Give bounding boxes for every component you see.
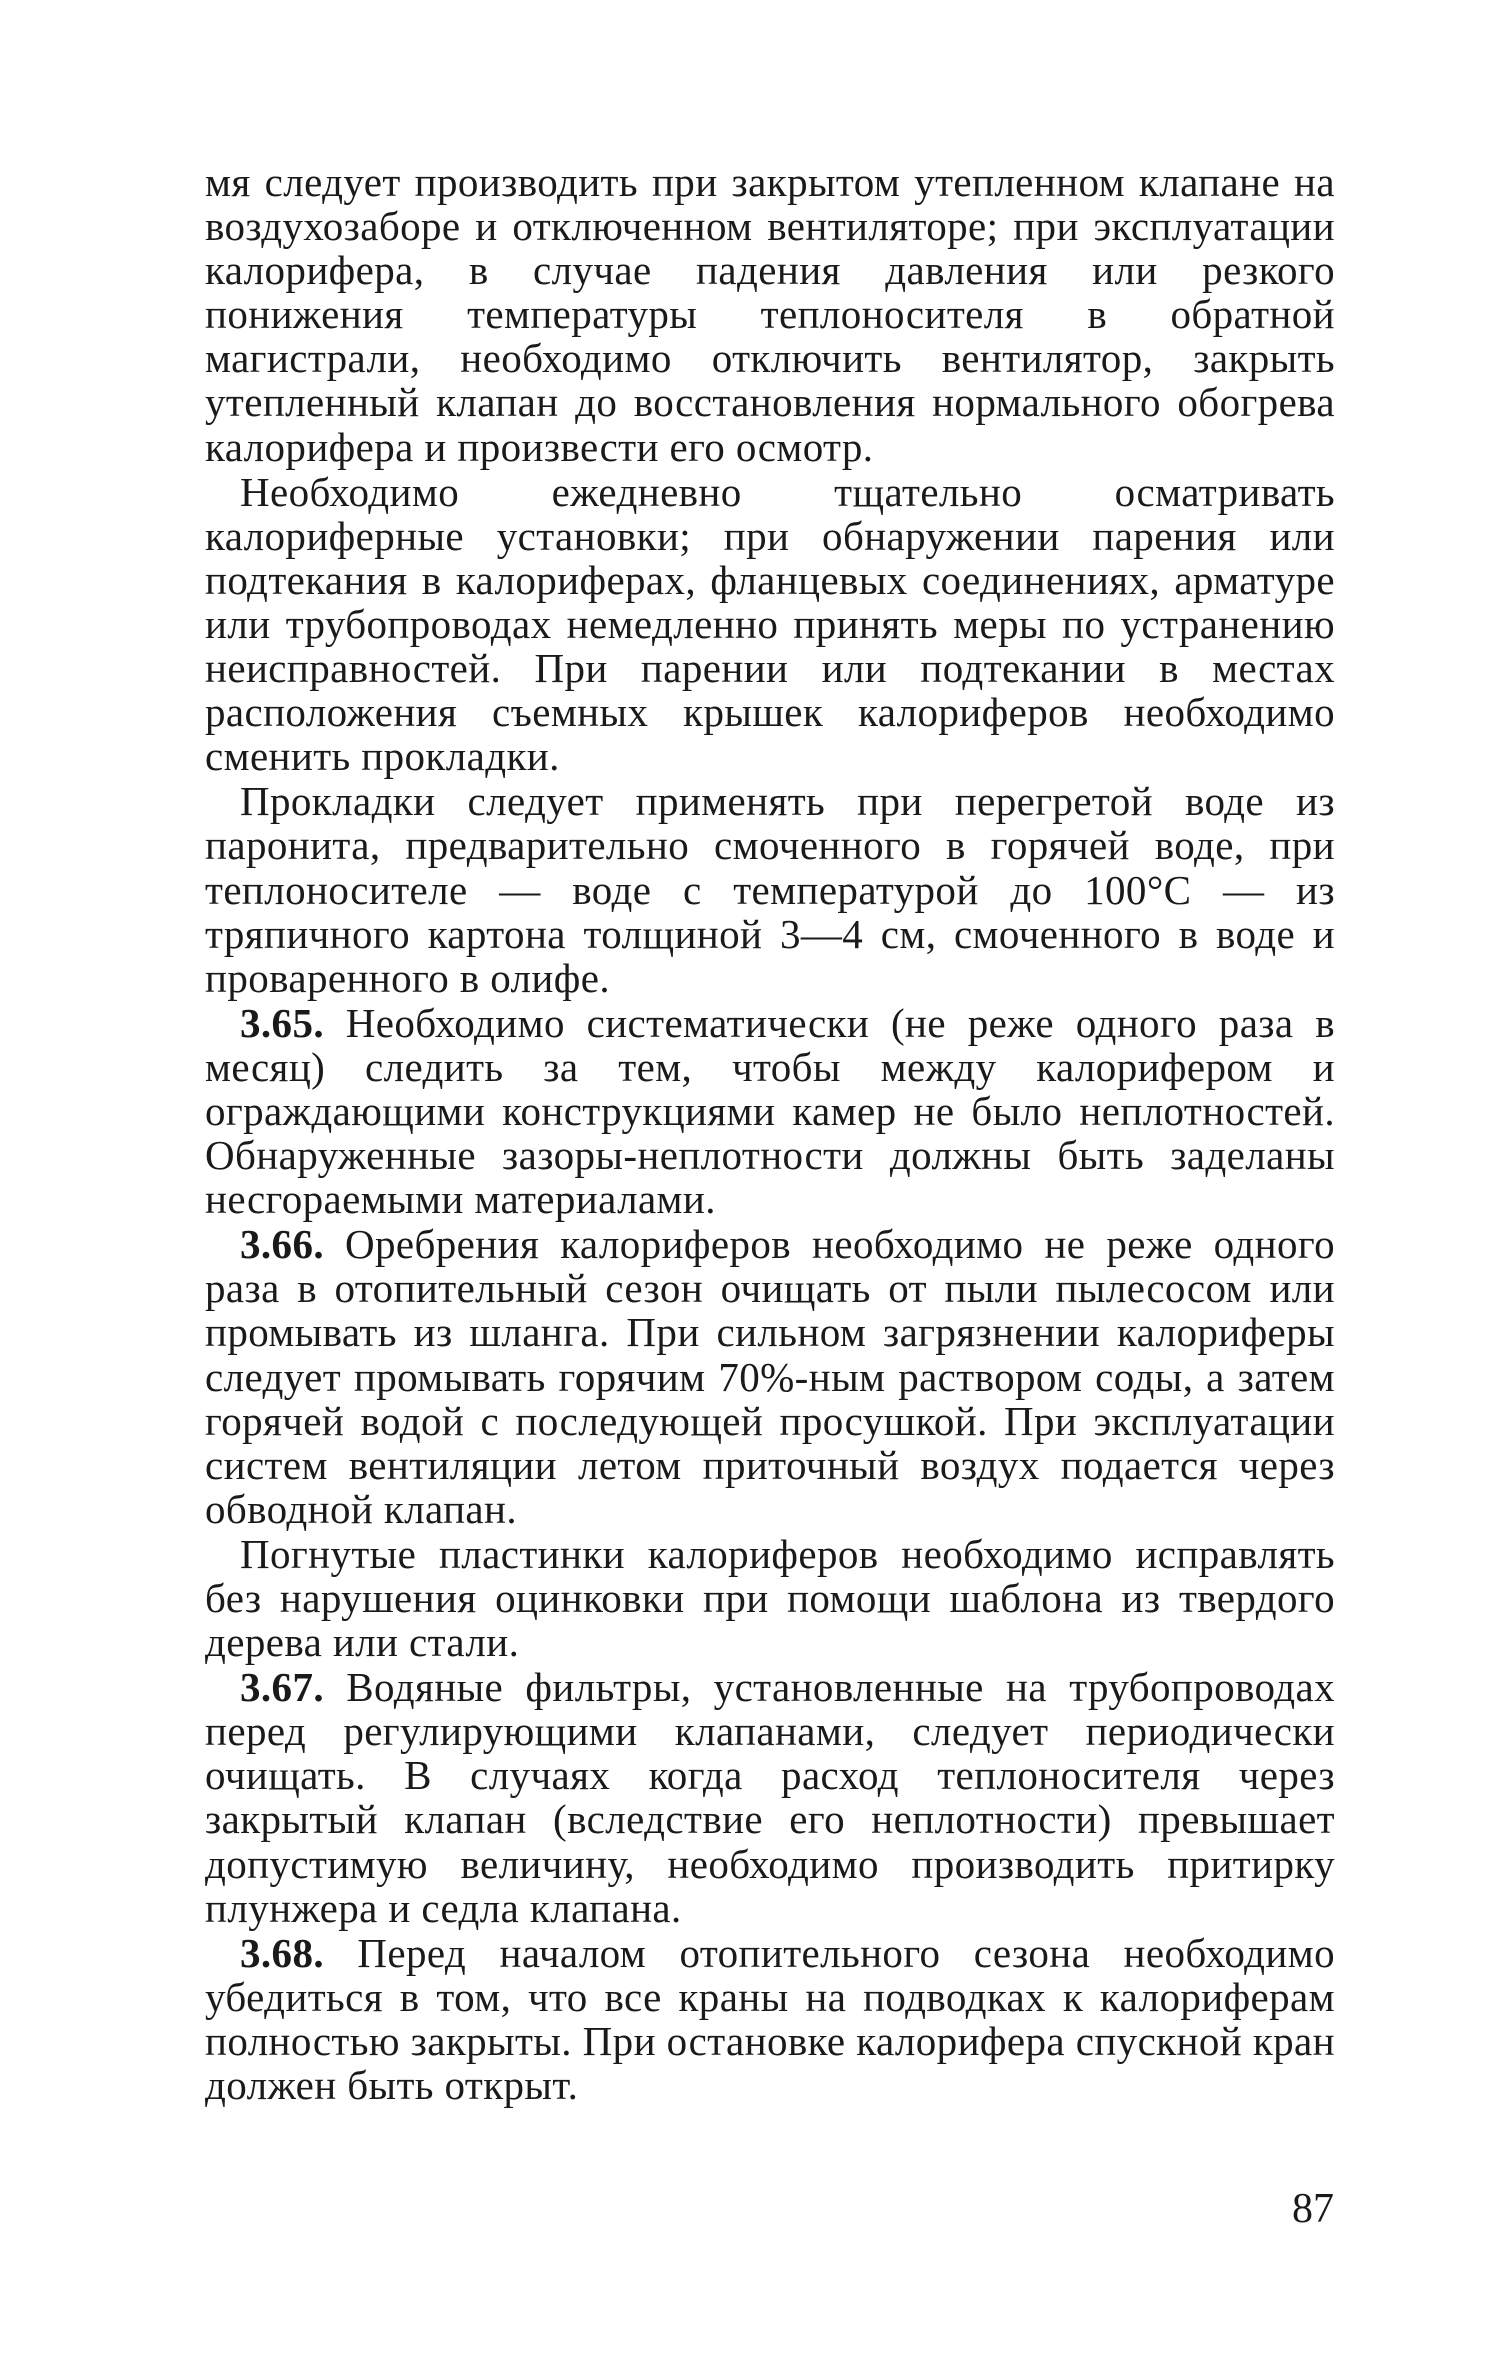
page-number: 87 (1292, 2186, 1334, 2232)
paragraph-text: мя следует производить при закрытом утепленном клапане на воздухозаборе и отключенном вентиляторе; при эксплуатации калорифера, в случае падения давления или резкого понижения температуры теплоносителя в обратной магистрали, необходимо отключить вентилятор, закрыть утепленный клапан до восстановления нормального обогрева калорифера и произвести его осмотр. (205, 159, 1335, 470)
paragraph-text: Перед началом отопительного сезона необходимо убедиться в том, что все краны на подводках к калориферам полностью закрыты. При остановке калорифера спускной кран должен быть открыт. (205, 1929, 1335, 2109)
section-3-65 (205, 1001, 1335, 1221)
paragraph-text: Водяные фильтры, установленные на трубопроводах перед регулирующими клапанами, следует периодически очищать. В случаях когда расход теплоносителя через закрытый клапан (вследствие его неплотности) превышает допустимую величину, необходимо производить притирку плунжера и седла клапана. (205, 1664, 1335, 1931)
section-3-67 (205, 1665, 1335, 1930)
paragraph-text: Необходимо систематически (не реже одного раза в месяц) следить за тем, чтобы между калорифером и ограждающими конструкциями камер не было неплотностей. Обнаруженные зазоры-неплотности должны быть заделаны несгораемыми материалами. (205, 999, 1335, 1223)
paragraph-text: Погнутые пластинки калориферов необходимо исправлять без нарушения оцинковки при помощи шаблона из твердого дерева или стали. (205, 1530, 1335, 1666)
paragraph-text: Прокладки следует применять при перегретой воде из паронита, предварительно смоченного в горячей воде, при теплоносителе — воде с температурой до 100°С — из тряпичного картона толщиной 3—4 см, смоченного в воде и проваренного в олифе. (205, 778, 1335, 1001)
body-text (205, 160, 1335, 2107)
section-number: 3.65. (240, 999, 324, 1046)
paragraph-continued (205, 160, 1335, 469)
section-number: 3.68. (240, 1929, 324, 1976)
paragraph-text: Необходимо ежедневно тщательно осматривать калориферные установки; при обнаружении парения или подтекания в калориферах, фланцевых соединениях, арматуре или трубопроводах немедленно принять меры по устранению неисправностей. При парении или подтекании в местах расположения съемных крышек калориферов необходимо сменить прокладки. (205, 468, 1335, 780)
section-3-68 (205, 1931, 1335, 2107)
section-number: 3.66. (240, 1221, 324, 1268)
paragraph-gaskets (205, 779, 1335, 999)
paragraph-inspection (205, 470, 1335, 779)
section-number: 3.67. (240, 1664, 324, 1711)
paragraph-text: Оребрения калориферов необходимо не реже одного раза в отопительный сезон очищать от пыли пылесосом или промывать из шланга. При сильном загрязнении калориферы следует промывать горячим 70%-ным раствором соды, а затем горячей водой с последующей просушкой. При эксплуатации систем вентиляции летом приточный воздух подается через обводной клапан. (205, 1221, 1336, 1532)
paragraph-bent-plates (205, 1532, 1335, 1664)
section-3-66 (205, 1222, 1335, 1531)
